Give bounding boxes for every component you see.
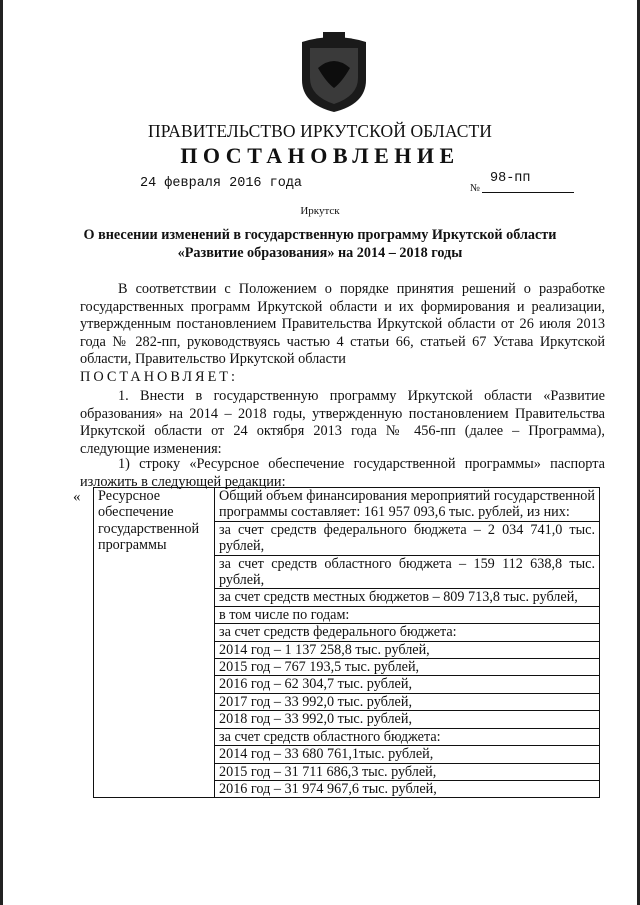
- table-line: 2014 год – 1 137 258,8 тыс. рублей,: [215, 642, 599, 659]
- table-line: за счет средств федерального бюджета – 2 034 741,0 тыс. рублей,: [215, 522, 599, 556]
- table-line: в том числе по годам:: [215, 607, 599, 624]
- table-line: 2016 год – 62 304,7 тыс. рублей,: [215, 676, 599, 693]
- table-content-cell: [215, 488, 600, 798]
- table-label-cell: Ресурсное обеспечение государственной программы: [94, 488, 215, 798]
- open-quote-mark: «: [73, 489, 81, 505]
- table-line: 2014 год – 33 680 761,1тыс. рублей,: [215, 746, 599, 763]
- title-line-1: О внесении изменений в государственную программу Иркутской области: [83, 227, 557, 243]
- table-line: за счет средств областного бюджета:: [215, 729, 599, 746]
- document-date: 24 февраля 2016 года: [140, 176, 303, 191]
- city: Иркутск: [300, 205, 340, 217]
- table-line: 2018 год – 33 992,0 тыс. рублей,: [215, 711, 599, 728]
- item-1-paragraph: 1. Внести в государственную программу Иркутской области «Развитие образования» на 2014 – 2018 годы, утвержденную постановлением Правительства Иркутской области от 24 октября 2013 года № 456-пп (далее – Программа), следующие изменения:: [80, 388, 605, 457]
- coat-of-arms-emblem: [296, 28, 372, 114]
- table-line: за счет средств местных бюджетов – 809 713,8 тыс. рублей,: [215, 589, 599, 606]
- table-line: 2015 год – 31 711 686,3 тыс. рублей,: [215, 764, 599, 781]
- resolves-heading: ПОСТАНОВЛЯЕТ:: [80, 369, 239, 385]
- table-row: [94, 488, 600, 798]
- document-title: [0, 226, 640, 262]
- number-underline: [482, 192, 574, 193]
- table-line: 2017 год – 33 992,0 тыс. рублей,: [215, 694, 599, 711]
- table-line: за счет средств федерального бюджета:: [215, 624, 599, 641]
- number-sign: №: [470, 183, 481, 194]
- table-line: 2016 год – 31 974 967,6 тыс. рублей,: [219, 780, 437, 797]
- preamble-paragraph: В соответствии с Положением о порядке принятия решений о разработке государственных программ Иркутской области и их формирования и реализации, утвержденным постановлением Правительства Иркутской области от 26 июля 2013 года № 282-пп, руководствуясь частью 4 статьи 66, статьей 67 Устава Иркутской области, Правительство Иркутской области: [80, 281, 605, 367]
- title-line-2: «Развитие образования» на 2014 – 2018 годы: [177, 245, 463, 261]
- government-name: ПРАВИТЕЛЬСТВО ИРКУТСКОЙ ОБЛАСТИ: [147, 121, 493, 141]
- table-line: 2015 год – 767 193,5 тыс. рублей,: [215, 659, 599, 676]
- table-line: Общий объем финансирования мероприятий государственной программы составляет: 161 957 093,6 тыс. рублей, из них:: [215, 488, 599, 522]
- document-type: ПОСТАНОВЛЕНИЕ: [180, 143, 460, 168]
- subitem-1-paragraph: 1) строку «Ресурсное обеспечение государственной программы» паспорта изложить в следующей редакции:: [80, 456, 605, 490]
- table-line: за счет средств областного бюджета – 159 112 638,8 тыс. рублей,: [215, 556, 599, 590]
- resource-table: [93, 487, 600, 798]
- document-number: 98-пп: [490, 171, 531, 186]
